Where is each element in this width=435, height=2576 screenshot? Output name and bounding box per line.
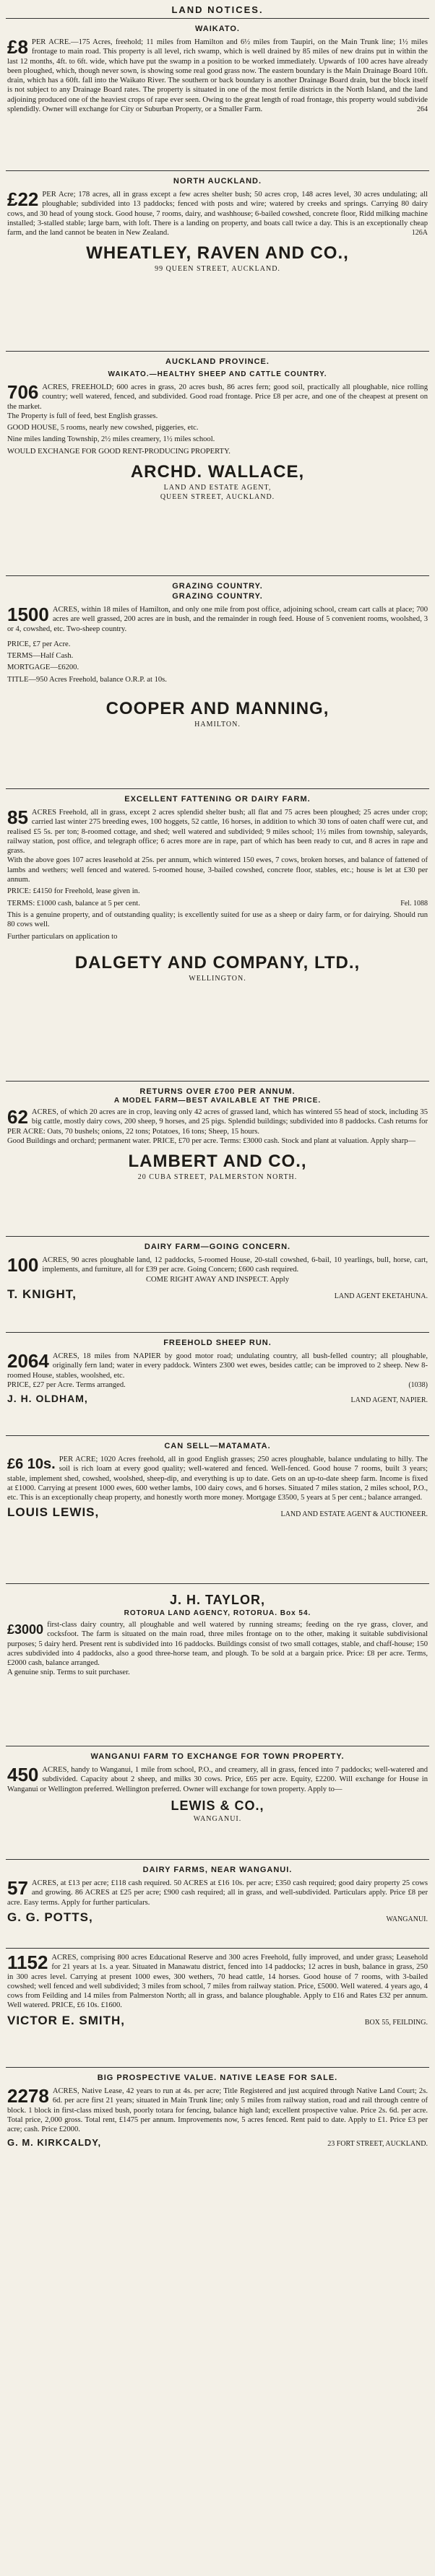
page xyxy=(6,0,429,2164)
ad-dairy-going-concern xyxy=(6,1237,429,1333)
ad-heading: WAIKATO. xyxy=(195,25,240,33)
ad-body: ACRES, comprising 800 acres Educational Reserve and 300 acres Freehold, fully improved, and under grass; Leasehold for 21 years at 1s. a year. Situated in Manawatu district, fenced into 14 paddocks; 12 acres in bush, balance in grass, 250 in 300 acres level. Carrying at present 1000 ewes, 300 wethers, 70 head cattle, 14 horses. Good house of 7 rooms, with 3-bailed cowshed; well fenced and well subdivided; 3 miles from school, 7 miles from railway station. Price, £5000. Well watered. 4 years ago, 4 cows from Feilding and 14 miles from Palmerston North; all in grass, and balance ploughable. Apply to £16 and Rates £32 per annum. Well watered. PRICE, £6 10s. £1600. xyxy=(7,1954,428,2010)
ad-heading: BIG PROSPECTIVE VALUE. NATIVE LEASE FOR SALE. xyxy=(97,2074,338,2082)
agent-name: LAMBERT AND CO., xyxy=(128,1152,307,1172)
agent-name: VICTOR E. SMITH, xyxy=(7,2013,126,2027)
agent-name: LEWIS & CO., xyxy=(171,1798,264,1813)
agent-name: G. M. KIRKCALDY, xyxy=(7,2137,102,2149)
ad-dairy-farms-wanganui xyxy=(6,1860,429,1949)
ad-body: ACRES, Native Lease, 42 years to run at 4s. per acre; Title Registered and just acquired through Native Land Court; 2s. 6d. per acre first 21 years; situated in Main Trunk line; only 5 miles from railway station, road and rail through centre of block. 1 block in first-class mixed bush, poorly totara for fencing, balance high land; excellent prospective value. Price 2s. 6d. per acre. Total price, 2,000 gross. Total rent, £1475 per annum. Improvements now, 5 acres fenced. Rent paid to date. Apply to £1. Price £3 per acre; cash. Price £2000. xyxy=(7,2087,428,2134)
section-title: LAND NOTICES. xyxy=(6,3,429,19)
ad-body: ACRES, of which 20 acres are in crop, leaving only 42 acres of grassed land, which has wintered 55 head of stock, including 35 big cattle, mostly dairy cows, 200 sheep, 9 horses, and 25 pigs. Splendid buildings; subdivided into 8 paddocks. Cash returns for PER ACRE: Oats, 70 bushels; onions, 22 tons; Potatoes, 16 tons; Sheep, 15 hours. xyxy=(7,1108,428,1136)
agent-address: WANGANUI. xyxy=(193,1814,242,1823)
ad-heading: GRAZING COUNTRY. xyxy=(172,582,263,591)
agent-address: WELLINGTON. xyxy=(189,974,246,983)
ad-body: ACRES, 90 acres ploughable land, 12 paddocks, 5-roomed House, 20-stall cowshed, 6-bail, 10 yearlings, bull, horse, cart, implements, and furniture, all for £39 per acre. Going Concern; £600 cash required. xyxy=(42,1256,428,1274)
ad-paragraph: Good Buildings and orchard; permanent water. PRICE, £70 per acre. Terms: £3000 cash. Stock and plant at valuation. Apply sharp— xyxy=(7,1136,416,1145)
ad-price: £3000 xyxy=(7,1622,44,1637)
ad-line xyxy=(7,1380,428,1390)
ad-price: 57 xyxy=(7,1877,28,1899)
ad-paragraph: With the above goes 107 acres leasehold at 25s. per annum, which wintered 150 ewes, 7 cows, broken horses, and balance of fattened of lambs and wethers; well fenced and watered. 5-roomed house, 3-bailed cowshed, concrete floor, stables, etc.; house is let at £30 per annum. xyxy=(7,856,428,884)
ad-heading-2: GRAZING COUNTRY. xyxy=(172,592,263,601)
ad-line: The Property is full of feed, best English grasses. xyxy=(7,412,158,420)
ad-line: PRICE: £4150 for Freehold, lease given in. xyxy=(7,887,140,896)
ad-price: £22 xyxy=(7,188,39,210)
ad-body: ACRES Freehold, all in grass, except 2 acres splendid shelter bush; all flat and 75 acres been ploughed; 25 acres under crop; carried last winter 275 breeding ewes, 100 hoggets, 52 cattle, 16 horses, in addition to which 30 tons of oaten chaff were cut, and realised £5 5s. per ton; 8-roomed cottage, and shed; well watered and subdivided; 9 miles school; 1½ miles from township, saleyards, railway station, post office, and telegraph office; 6 acres more are in rape, part of which has been ready to cut, and 8 acres in rape and grass. xyxy=(7,809,428,856)
agent-name: COOPER AND MANNING, xyxy=(105,699,330,719)
ad-note: A genuine snip. Terms to suit purchaser. xyxy=(7,1668,130,1677)
ad-auckland-province xyxy=(6,352,429,576)
ad-grazing-country xyxy=(6,576,429,789)
ad-body: PER ACRE.—175 Acres, freehold; 11 miles from Hamilton and 6½ miles from Taupiri, on the Main Trunk line; 1½ miles frontage to main road. This property is all level, rich swamp, which is well drained by 85 miles of new drains put in within the last 12 months, 4ft. to 6ft. wide, which have put the swamp in a position to be worked immediately. Upwards of 100 acres have already been ploughed, which, though never sown, is showing some real good grass now. The eastern boundary is the Main Drainage Board 10ft. drain, which has a 60ft. fall into the Waikato River. The southern or back boundary is another Drainage Board drain, but the block itself is not subject to any Drainage Board rates. The property is situated in one of the most fertile districts in the North Island, and the land adjoining produced one of the heaviest crops of rape ever seen. Owing to the great length of road frontage, this property would subdivide splendidly. Owner will exchange for City or Suburban Property, or a Smaller Farm. xyxy=(7,38,428,114)
ad-heading: WANGANUI FARM TO EXCHANGE FOR TOWN PROPERTY. xyxy=(90,1752,345,1761)
ad-price: 1152 xyxy=(7,1951,48,1973)
ad-price: 1500 xyxy=(7,604,49,625)
ad-line: PRICE, £7 per Acre. xyxy=(7,640,71,648)
agent-name: DALGETY AND COMPANY, LTD., xyxy=(74,952,361,972)
ad-body: PER Acre; 178 acres, all in grass except a few acres shelter bush; 50 acres crop, 148 acres level, 30 acres undulating; all ploughable; subdivided into 13 paddocks; fenced with posts and wire; watered by creeks and springs. Carrying 80 dairy cows, and 30 head of young stock. Good house, 7 rooms, dairy, and washhouse; 6-bailed cowshed, concrete floor, Ridd milking machine installed; 3-stalled stable; large barn, with loft. There is a landing on property, and boats call twice a day. This is an exceptionally cheap farm, and the land cannot be beaten in New Zealand. xyxy=(7,191,428,238)
ad-ref: 126A xyxy=(411,229,428,238)
ad-body: first-class dairy country, all ploughable and well watered by running streams; feeding on the rye grass, clover, and cocksfoot. The farm is situated on the main road, three miles frontage on to the other, making it suitable subdivisional purposes; 5 dairy herd. Present rent is subdivided into 16 paddocks. Buildings consist of two small cottages, stable, and chaff-house; 150 acres subdivided into 4 paddocks, also a good three-horse team, and plough. To be sold at a bargain price. Price: £8 per acre. Terms, £2000 cash, balance arranged. xyxy=(7,1621,428,1668)
ad-price: £8 xyxy=(7,36,28,58)
agent-address: LAND AND ESTATE AGENT & AUCTIONEER. xyxy=(280,1510,428,1519)
ad-terms: PRICE, £27 per Acre. Terms arranged. xyxy=(7,1380,126,1389)
agent-name: ARCHD. WALLACE, xyxy=(130,462,305,482)
agent-name: T. KNIGHT, xyxy=(7,1287,77,1301)
ad-price: 2064 xyxy=(7,1350,49,1372)
ad-body: ACRES, within 18 miles of Hamilton, and only one mile from post office, adjoining school, cream cart calls at place; 700 acres are well grassed, 200 acres are in bush, and the remainder in rough feed. House of 5 convenient rooms, woolshed, 3 or 4, cowshed, etc. Two-sheep country. xyxy=(7,606,428,633)
ad-body: ACRES, FREEHOLD; 600 acres in grass, 20 acres bush, 86 acres fern; good soil, practically all ploughable, nice rolling country; well watered, fenced, and subdivided. Good road frontage. Price £8 per acre, and one of the cheapest at present on the market. xyxy=(7,383,428,411)
ad-subheading: WAIKATO.—HEALTHY SHEEP AND CATTLE COUNTRY. xyxy=(108,370,327,378)
ad-price: 100 xyxy=(7,1254,39,1276)
ad-ref: (1038) xyxy=(408,1380,428,1389)
agent-address: HAMILTON. xyxy=(194,721,241,729)
ad-heading: CAN SELL—MATAMATA. xyxy=(164,1442,271,1450)
ad-note: COME RIGHT AWAY AND INSPECT. Apply xyxy=(145,1275,290,1284)
ad-sheep-run xyxy=(6,1333,429,1436)
ad-price: 62 xyxy=(7,1106,28,1128)
ad-heading: DAIRY FARM—GOING CONCERN. xyxy=(144,1243,291,1251)
ad-line: GOOD HOUSE, 5 rooms, nearly new cowshed, piggeries, etc. xyxy=(7,424,199,432)
ad-ref: 264 xyxy=(417,105,428,114)
agent-subtitle: LAND AND ESTATE AGENT, xyxy=(163,484,272,492)
ad-paragraph: This is a genuine property, and of outstanding quality; is excellently suited for use as a sheep or dairy farm, or for dairying. Should run 80 cows well. xyxy=(7,910,428,929)
agent-name: G. G. POTTS, xyxy=(7,1910,93,1924)
ad-body: ACRES, 18 miles from NAPIER by good motor road; undulating country, all bush-felled country; all ploughable, originally fern land; water in every paddock. Winters 2300 wet ewes, besides cattle; can be improved to 2 sheep. New 8-roomed House, stables, woolshed, etc. xyxy=(7,1352,428,1380)
ad-subheading: A MODEL FARM—BEST AVAILABLE AT THE PRICE. xyxy=(113,1097,322,1105)
ad-fattening-farm xyxy=(6,789,429,1082)
agent-address: 20 CUBA STREET, PALMERSTON NORTH. xyxy=(137,1173,298,1182)
agent-address: LAND AGENT, NAPIER. xyxy=(350,1396,428,1405)
ad-native-lease xyxy=(6,2068,429,2164)
ad-body: ACRES, handy to Wanganui, 1 mile from school, P.O., and creamery, all in grass, fenced into 7 paddocks; well-watered and subdivided. Capacity about 2 sheep, and milks 30 cows. Price, £65 per acre. Equity, £2200. Will exchange for House in Wanganui or Wellington preferred. Wellington preferred. Owner will exchange for town property. Apply to— xyxy=(7,1766,428,1793)
ad-heading: RETURNS OVER £700 PER ANNUM. xyxy=(139,1087,296,1096)
agent-address: 99 QUEEN STREET, AUCKLAND. xyxy=(155,265,280,274)
agent-address: 23 FORT STREET, AUCKLAND. xyxy=(327,2140,428,2149)
agent-address: QUEEN STREET, AUCKLAND. xyxy=(160,493,275,502)
ad-heading: FREEHOLD SHEEP RUN. xyxy=(163,1339,272,1347)
ad-price: 2278 xyxy=(7,2085,49,2107)
ad-north-auckland xyxy=(6,171,429,352)
ad-waikato-swamp xyxy=(6,19,429,171)
ad-line: TERMS—Half Cash. xyxy=(7,652,74,661)
ad-heading: AUCKLAND PROVINCE. xyxy=(165,357,270,366)
ad-body: PER ACRE; 1020 Acres freehold, all in good English grasses; 250 acres ploughable, balance undulating to hilly. The soil is rich loam at every good quality; well-watered and fenced. Well-fenced. Good house 7 rooms, built 3 years; stable, implement shed, cowshed, woolshed, sheep-dip, and everything is up to date. Gets on an up-to-date sheep farm. Income is fixed at £1000. Carrying at present 1000 ewes, 600 wether lambs, 100 dairy cows, and 6 horses. Situated 7 miles station, 2 miles school, P.O., etc. This is an exceptionally cheap property, and honestly worth more money. Mortgage £3500, 5 years at 5 per cent.; balance arranged. xyxy=(7,1455,428,1502)
agent-address: BOX 55, FEILDING. xyxy=(364,2018,428,2027)
ad-heading: EXCELLENT FATTENING OR DAIRY FARM. xyxy=(124,795,311,804)
ad-terms: TERMS: £1000 cash, balance at 5 per cent. xyxy=(7,899,140,908)
ad-wanganui-exchange xyxy=(6,1746,429,1860)
agent-name: J. H. OLDHAM, xyxy=(7,1393,88,1405)
ad-heading: J. H. TAYLOR, xyxy=(169,1593,266,1607)
ad-price: 450 xyxy=(7,1764,39,1785)
ad-line: WOULD EXCHANGE FOR GOOD RENT-PRODUCING PROPERTY. xyxy=(7,447,231,456)
ad-manawatu xyxy=(6,1949,429,2068)
ad-subheading: ROTORUA LAND AGENCY, ROTORUA. Box 54. xyxy=(124,1609,311,1617)
ad-ref: Fel. 1088 xyxy=(400,899,428,908)
ad-heading: DAIRY FARMS, NEAR WANGANUI. xyxy=(142,1866,293,1874)
agent-address: WANGANUI. xyxy=(386,1915,428,1923)
ad-price: 85 xyxy=(7,806,28,828)
ad-line xyxy=(7,899,428,908)
ad-model-farm xyxy=(6,1082,429,1237)
ad-heading: NORTH AUCKLAND. xyxy=(173,177,262,186)
ad-body: ACRES, at £13 per acre; £118 cash required. 50 ACRES at £16 10s. per acre; £350 cash required; good dairy property 25 cows and growing. 86 ACRES at £25 per acre; £900 cash required; all in grass, and well-subdivided. Particulars apply. Price £8 per acre. Easy terms. Apply for further particulars. xyxy=(7,1879,428,1907)
ad-line: MORTGAGE—£6200. xyxy=(7,663,79,672)
ad-matamata xyxy=(6,1436,429,1584)
agent-name: LOUIS LEWIS, xyxy=(7,1505,100,1520)
ad-line: TITLE—950 Acres Freehold, balance O.R.P. at 10s. xyxy=(7,675,167,684)
ad-line: Nine miles landing Township, 2½ miles creamery, 1½ miles school. xyxy=(7,435,215,444)
ad-note: Further particulars on application to xyxy=(7,932,118,941)
ad-price: £6 10s. xyxy=(7,1456,56,1472)
ad-rotorua xyxy=(6,1584,429,1746)
agent-name: WHEATLEY, RAVEN AND CO., xyxy=(86,243,349,264)
ad-price: 706 xyxy=(7,381,39,403)
agent-address: LAND AGENT EKETAHUNA. xyxy=(334,1292,428,1300)
